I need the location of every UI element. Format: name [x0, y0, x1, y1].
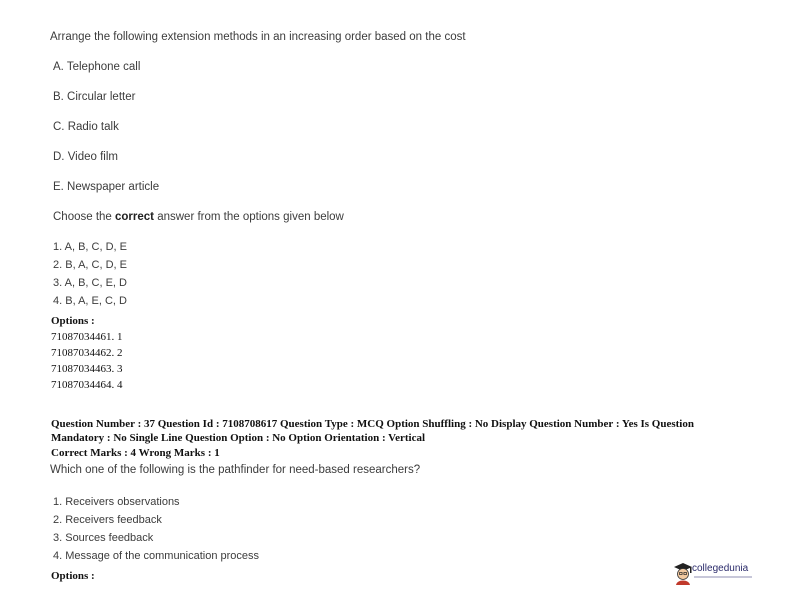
- q1-answer-4: 4. B, A, E, C, D: [53, 295, 127, 307]
- q1-option-id-4: 71087034464. 4: [51, 379, 123, 391]
- q1-item-d: D. Video film: [53, 151, 118, 163]
- q1-answer-2: 2. B, A, C, D, E: [53, 259, 127, 271]
- q1-stem: Arrange the following extension methods in an increasing order based on the cost: [50, 31, 466, 43]
- q1-item-a: A. Telephone call: [53, 61, 141, 73]
- q2-stem: Which one of the following is the pathfinder for need-based researchers?: [50, 464, 421, 476]
- collegedunia-logo: [672, 560, 756, 586]
- q1-instruction-bold: correct: [115, 211, 155, 223]
- logo-tagline-line: [694, 576, 752, 578]
- q2-header: Question Number : 37 Question Id : 7108708617 Question Type : MCQ Option Shuffling : No Display Question Number : Yes Is Question Mandatory : No Single Line Question Option : No Option Orientation : Vertical: [51, 418, 694, 444]
- q1-option-id-1: 71087034461. 1: [51, 331, 123, 343]
- q2-answer-1: 1. Receivers observations: [53, 496, 180, 508]
- q2-answer-4: 4. Message of the communication process: [53, 550, 260, 562]
- q1-item-b: B. Circular letter: [53, 91, 136, 103]
- q2-answer-2: 2. Receivers feedback: [53, 514, 162, 526]
- q1-instruction: [53, 211, 344, 223]
- q2-answer-3: 3. Sources feedback: [53, 532, 154, 544]
- q1-instruction-suffix: answer from the options given below: [154, 211, 344, 223]
- logo-text: collegedunia: [692, 563, 749, 574]
- graduate-avatar-icon: [672, 560, 694, 586]
- q1-answer-1: 1. A, B, C, D, E: [53, 241, 127, 253]
- q1-option-id-2: 71087034462. 2: [51, 347, 123, 359]
- q1-option-id-3: 71087034463. 3: [51, 363, 123, 375]
- q1-item-e: E. Newspaper article: [53, 181, 160, 193]
- q1-options-label: Options :: [51, 315, 95, 327]
- q1-item-c: C. Radio talk: [53, 121, 119, 133]
- q1-instruction-prefix: Choose the: [53, 211, 116, 223]
- q1-answer-3: 3. A, B, C, E, D: [53, 277, 127, 289]
- q2-options-label: Options :: [51, 570, 95, 582]
- q2-marks: Correct Marks : 4 Wrong Marks : 1: [51, 447, 220, 459]
